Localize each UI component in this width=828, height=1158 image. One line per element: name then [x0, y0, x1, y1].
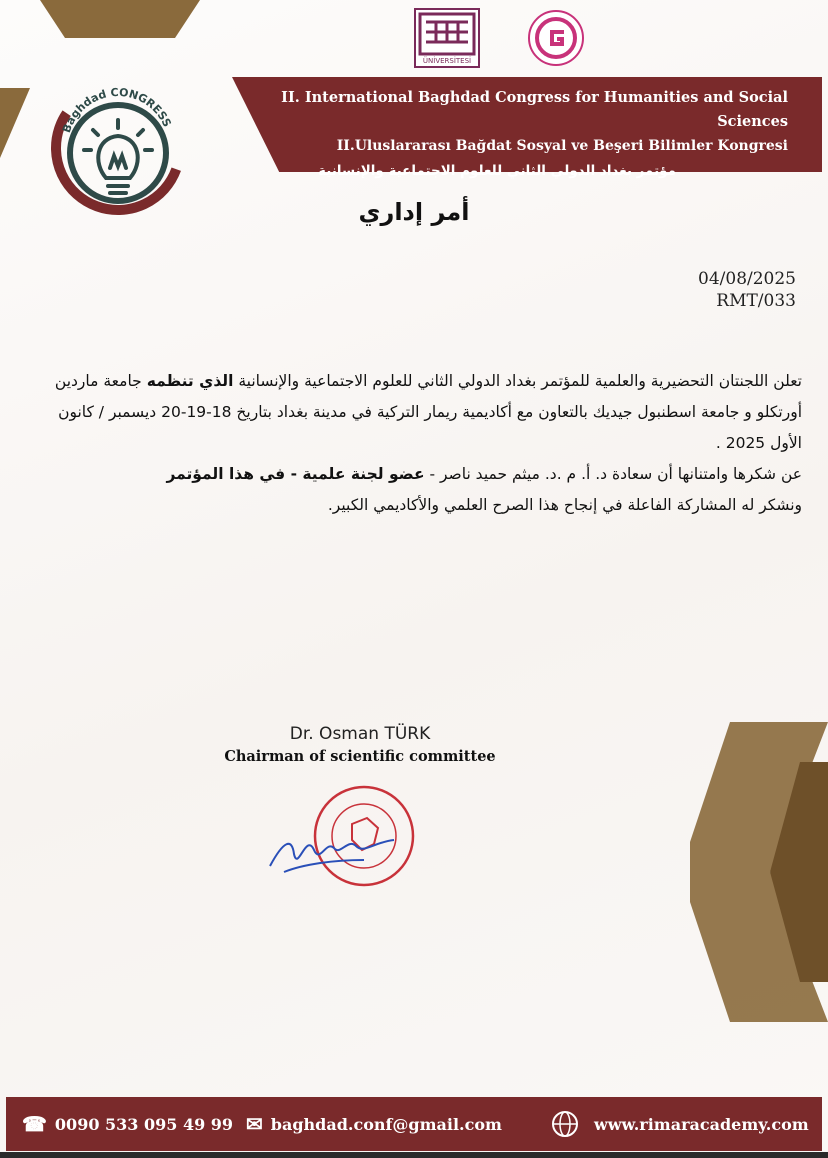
document-date: 04/08/2025 [698, 269, 796, 289]
mardin-artuklu-logo [414, 8, 480, 68]
right-gold-decoration [690, 722, 828, 1022]
paragraph1-text-b: جامعة ماردين أورتكلو و جامعة اسطنبول جيديك بالتعاون مع أكاديمية ريمار التركية في مدينة بغداد بتاريخ 18-19-20 ديسمبر / كانون الأول 2025 . [54, 372, 802, 452]
footer-bar [6, 1097, 822, 1151]
bottom-edge [0, 1152, 828, 1158]
signature [264, 820, 404, 880]
footer-website[interactable] [550, 1097, 809, 1151]
document-body [24, 366, 802, 521]
gedik-university-logo [526, 6, 586, 70]
header-titles [228, 86, 788, 184]
footer-website-text: www.rimaracademy.com [594, 1114, 809, 1134]
logo-arc-text: Baghdad CONGRESS [59, 85, 174, 135]
top-gold-decoration [40, 0, 200, 42]
envelope-icon: ✉ [246, 1112, 263, 1136]
document-title: أمر إداري [358, 198, 470, 226]
paragraph1-bold: الذي تنظمه [146, 372, 234, 390]
body-paragraph-1 [24, 366, 802, 459]
congress-title-arabic: مؤتمر بغداد الدولي الثاني للعلوم الاجتماعية والإنسانية [318, 163, 676, 179]
svg-text:ÜNİVERSİTESİ: ÜNİVERSİTESİ [422, 57, 472, 65]
footer-phone-text: 0090 533 095 49 99 [54, 1114, 234, 1134]
globe-icon [550, 1109, 580, 1139]
document-ref-number: RMT/033 [716, 291, 796, 311]
body-paragraph-3: ونشكر له المشاركة الفاعلة في إنجاح هذا الصرح العلمي والأكاديمي الكبير. [327, 496, 802, 514]
footer-email-text: baghdad.conf@gmail.com [270, 1114, 502, 1134]
phone-icon: ☎ [22, 1112, 47, 1136]
body-paragraph-2 [24, 459, 802, 490]
paragraph1-text-a: تعلن اللجنتان التحضيرية والعلمية للمؤتمر بغداد الدولي الثاني للعلوم الاجتماعية والإنسانية [238, 372, 802, 390]
signer-name: Dr. Osman TÜRK [289, 724, 431, 744]
left-gold-decoration [0, 88, 30, 158]
footer-email[interactable] [246, 1097, 502, 1151]
footer-phone[interactable] [22, 1097, 233, 1151]
signer-block [200, 724, 520, 765]
paragraph2-text: عن شكرها وامتنانها أن سعادة د. أ. م .د. ميثم حميد ناصر - [429, 465, 802, 483]
congress-title-english: II. International Baghdad Congress for Humanities and Social Sciences [281, 89, 788, 130]
congress-title-turkish: II.Uluslararası Bağdat Sosyal ve Beşeri Bilimler Kongresi [336, 138, 788, 154]
signer-title: Chairman of scientific committee [224, 748, 496, 765]
document-reference [698, 268, 796, 312]
paragraph2-bold: عضو لجنة علمية - في هذا المؤتمر [166, 465, 425, 483]
